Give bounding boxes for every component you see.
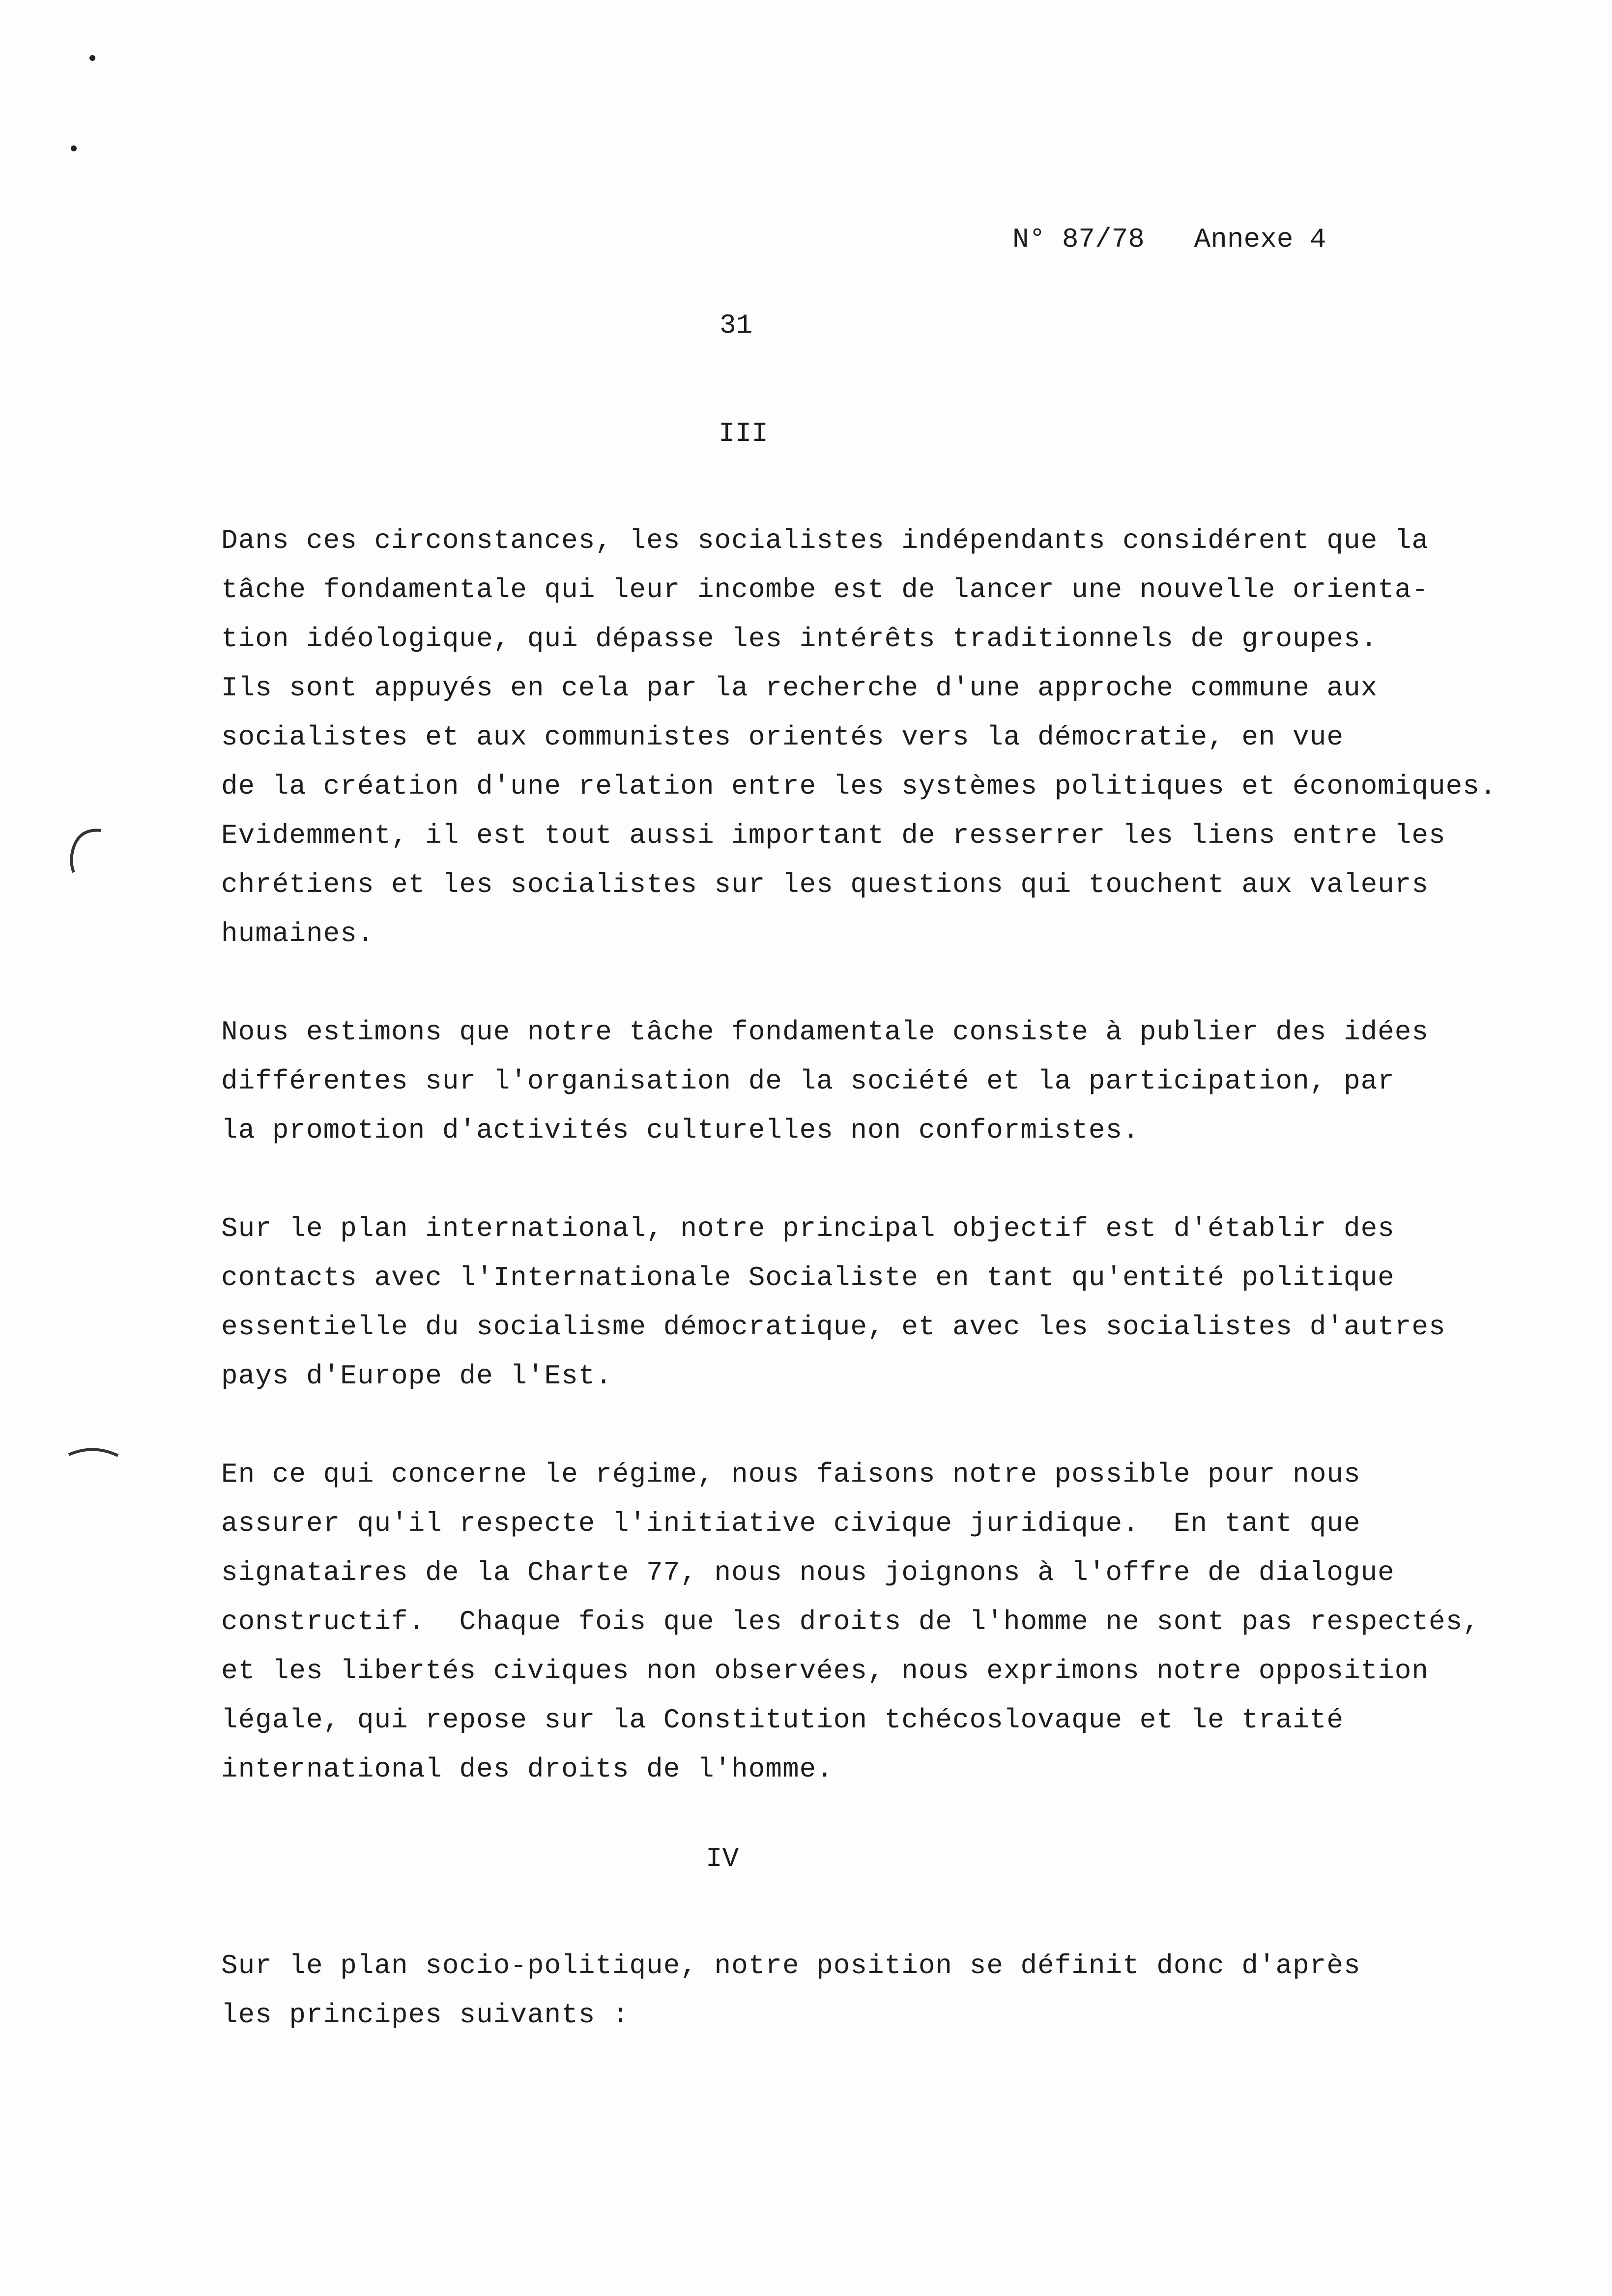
text-line: différentes sur l'organisation de la société et la participation, par	[221, 1065, 1395, 1097]
text-line: international des droits de l'homme.	[221, 1753, 834, 1785]
text-line: légale, qui repose sur la Constitution tchécoslovaque et le traité	[221, 1704, 1344, 1736]
paragraph	[221, 1450, 1480, 1794]
text-line: humaines.	[221, 918, 374, 949]
text-line: Ils sont appuyés en cela par la recherche d'une approche commune aux	[221, 672, 1378, 704]
punch-hole-mark	[59, 821, 108, 880]
text-line: et les libertés civiques non observées, nous exprimons notre opposition	[221, 1655, 1429, 1687]
text-line: la promotion d'activités culturelles non conformistes.	[221, 1115, 1140, 1146]
scan-speck	[71, 145, 77, 151]
text-line: assurer qu'il respecte l'initiative civique juridique. En tant que	[221, 1508, 1361, 1539]
text-line: En ce qui concerne le régime, nous faisons notre possible pour nous	[221, 1459, 1361, 1490]
text-line: socialistes et aux communistes orientés vers la démocratie, en vue	[221, 721, 1344, 753]
text-line: Evidemment, il est tout aussi important de resserrer les liens entre les	[221, 820, 1446, 851]
text-line: les principes suivants :	[221, 1999, 630, 2031]
text-line: tion idéologique, qui dépasse les intérêts traditionnels de groupes.	[221, 623, 1378, 655]
text-line: chrétiens et les socialistes sur les questions qui touchent aux valeurs	[221, 869, 1429, 900]
text-line: Sur le plan socio-politique, notre position se définit donc d'après	[221, 1950, 1361, 1981]
paragraph	[221, 516, 1497, 958]
paragraph	[221, 1204, 1460, 1401]
section-heading-iv: IV	[706, 1843, 739, 1874]
text-line: pays d'Europe de l'Est.	[221, 1360, 612, 1392]
document-reference: N° 87/78 Annexe 4	[1012, 224, 1326, 255]
text-line: de la création d'une relation entre les systèmes politiques et économiques.	[221, 771, 1497, 802]
text-line: signataires de la Charte 77, nous nous joignons à l'offre de dialogue	[221, 1557, 1395, 1588]
text-line: Nous estimons que notre tâche fondamentale consiste à publier des idées	[221, 1016, 1429, 1048]
text-line: contacts avec l'Internationale Socialiste en tant qu'entité politique	[221, 1262, 1395, 1293]
text-line: essentielle du socialisme démocratique, et avec les socialistes d'autres	[221, 1311, 1446, 1343]
page-number: 31	[720, 310, 753, 341]
text-line: constructif. Chaque fois que les droits de l'homme ne sont pas respectés,	[221, 1606, 1480, 1637]
section-heading-iii: III	[719, 418, 768, 449]
text-line: Dans ces circonstances, les socialistes indépendants considérent que la	[221, 525, 1429, 556]
scan-speck	[89, 55, 95, 61]
text-line: tâche fondamentale qui leur incombe est de lancer une nouvelle orienta-	[221, 574, 1429, 605]
punch-hole-mark	[64, 1440, 123, 1464]
paragraph	[221, 1007, 1460, 1155]
text-line: Sur le plan international, notre principal objectif est d'établir des	[221, 1213, 1395, 1244]
paragraph	[221, 1941, 1460, 2039]
